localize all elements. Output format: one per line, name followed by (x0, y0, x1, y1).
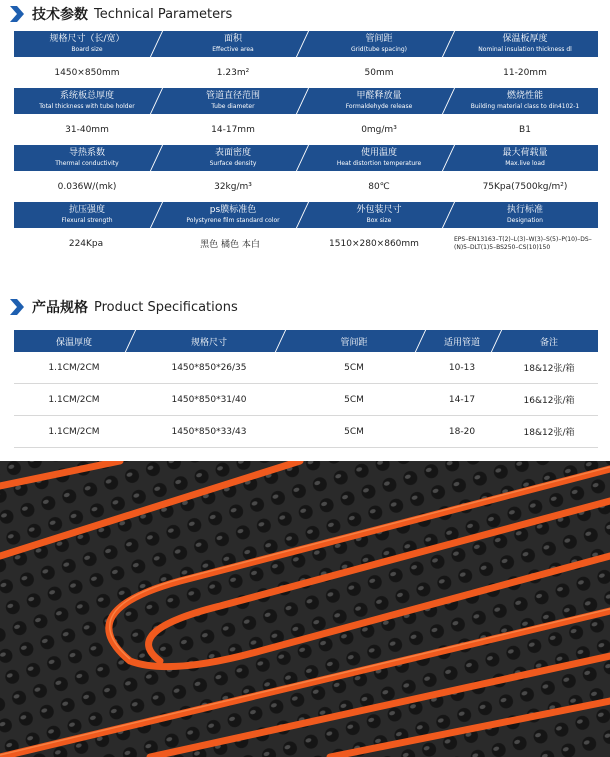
param-value: 75Kpa(7500kg/m²) (482, 181, 568, 192)
param-value-row (14, 57, 598, 88)
param-header-en: Formaldehyde release (345, 103, 413, 110)
param-value: 224Kpa (68, 238, 104, 249)
param-header-zh: 燃烧性能 (506, 91, 543, 101)
param-value-row (14, 171, 598, 202)
param-header-cell (306, 31, 452, 57)
param-header-zh: 执行标准 (506, 205, 543, 215)
product-photo (0, 461, 610, 757)
param-header-zh: 抗压强度 (68, 205, 105, 215)
param-header-zh: 使用温度 (360, 148, 397, 158)
param-header-row (14, 31, 598, 57)
param-value: 1450×850mm (54, 67, 120, 78)
spec-cell: 1450*850*31/40 (171, 394, 247, 405)
param-header-en: Designation (507, 217, 543, 224)
param-header-zh: 保温板厚度 (502, 34, 548, 44)
param-value: EPS–EN13163–T(2)–L(3)–W(3)–S(5)–P(10)–DS–(N)5–DLT(1)5–BS250–CS(10)150 (454, 235, 592, 251)
param-header-en: Heat distortion temperature (336, 160, 422, 167)
spec-cell: 18-20 (448, 426, 476, 437)
chevron-right-icon (8, 5, 26, 23)
param-header-cell (452, 202, 598, 228)
spec-cell: 1.1CM/2CM (48, 426, 100, 437)
tech-title-en: Technical Parameters (94, 6, 233, 22)
spec-cell: 10-13 (448, 362, 476, 373)
param-header-en: Building material class to din4102-1 (470, 103, 580, 110)
param-header-cell (160, 88, 306, 114)
table-row (14, 384, 598, 416)
param-header-cell (452, 88, 598, 114)
param-header-en: Grid(tube spacing) (350, 46, 408, 53)
param-header-en: Board size (71, 46, 103, 53)
param-header-cell (452, 145, 598, 171)
param-header-cell (306, 145, 452, 171)
spec-column-header: 适用管道 (443, 337, 480, 348)
param-value: B1 (519, 124, 531, 135)
param-header-cell (14, 31, 160, 57)
spec-cell: 5CM (344, 362, 364, 373)
param-header-cell (14, 202, 160, 228)
param-header-cell (306, 202, 452, 228)
param-header-en: Total thickness with tube holder (39, 103, 135, 110)
param-header-cell (306, 88, 452, 114)
param-header-en: Box size (366, 217, 392, 224)
spec-cell: 1450*850*26/35 (171, 362, 247, 373)
param-header-zh: 管道直径范围 (205, 91, 260, 101)
param-header-row (14, 88, 598, 114)
spec-cell: 1.1CM/2CM (48, 394, 100, 405)
param-header-row (14, 202, 598, 228)
param-header-en: Tube diameter (211, 103, 255, 110)
param-header-zh: 最大荷载量 (502, 148, 548, 158)
tech-section-title (8, 4, 232, 24)
param-value: 11-20mm (503, 67, 547, 78)
param-header-en: Effective area (212, 46, 254, 53)
param-header-zh: 系统板总厚度 (59, 91, 114, 101)
param-value-row (14, 228, 598, 259)
param-header-cell (160, 31, 306, 57)
param-value: 黑色 橘色 本白 (200, 240, 260, 250)
param-value: 32kg/m³ (214, 181, 252, 192)
spec-title-zh: 产品规格 (32, 300, 88, 316)
param-header-zh: 规格尺寸（长/宽） (49, 34, 125, 44)
param-header-zh: ps膜标准色 (209, 205, 257, 215)
technical-parameters-table (14, 31, 598, 259)
param-header-zh: 外包装尺寸 (356, 205, 402, 215)
param-header-zh: 导热系数 (68, 148, 105, 158)
param-value: 50mm (364, 67, 394, 78)
spec-column-header: 规格尺寸 (190, 337, 227, 348)
spec-section-title (8, 297, 238, 317)
spec-column-header: 备注 (539, 337, 558, 348)
table-row (14, 416, 598, 448)
param-value: 14-17mm (211, 124, 255, 135)
param-header-en: Flexural strength (61, 217, 113, 224)
table-row (14, 352, 598, 384)
param-header-en: Nominal insulation thickness dl (478, 46, 572, 53)
param-header-zh: 表面密度 (214, 148, 251, 158)
spec-cell: 5CM (344, 394, 364, 405)
product-specifications-table (14, 330, 598, 448)
chevron-right-icon (8, 298, 26, 316)
param-header-en: Polystyrene film standard color (186, 217, 280, 224)
spec-cell: 1.1CM/2CM (48, 362, 100, 373)
spec-cell: 5CM (344, 426, 364, 437)
param-value: 0.036W/(mk) (57, 181, 117, 192)
param-header-cell (452, 31, 598, 57)
spec-header-row (14, 330, 598, 352)
spec-column-header: 保温厚度 (55, 337, 92, 348)
spec-column-header: 管间距 (340, 337, 368, 348)
param-header-en: Thermal conductivity (55, 160, 119, 167)
param-value: 1.23m² (216, 67, 250, 78)
spec-cell: 1450*850*33/43 (171, 426, 247, 437)
param-value: 80℃ (368, 181, 390, 192)
spec-cell: 14-17 (448, 394, 476, 405)
param-header-zh: 管间距 (365, 34, 393, 44)
param-header-cell (160, 202, 306, 228)
param-header-zh: 面积 (223, 34, 242, 44)
spec-cell: 16&12张/箱 (523, 396, 575, 406)
param-value-row (14, 114, 598, 145)
param-value: 31-40mm (65, 124, 109, 135)
spec-title-en: Product Specifications (94, 299, 238, 315)
param-header-row (14, 145, 598, 171)
spec-cell: 18&12张/箱 (523, 428, 575, 438)
param-value: 0mg/m³ (361, 124, 397, 135)
param-header-cell (160, 145, 306, 171)
tech-title-zh: 技术参数 (32, 7, 88, 23)
param-header-cell (14, 145, 160, 171)
param-value: 1510×280×860mm (329, 238, 419, 249)
param-header-cell (14, 88, 160, 114)
param-header-en: Max.live load (505, 160, 545, 167)
spec-cell: 18&12张/箱 (523, 364, 575, 374)
param-header-en: Surface density (209, 160, 257, 167)
param-header-zh: 甲醛释放量 (356, 91, 402, 101)
